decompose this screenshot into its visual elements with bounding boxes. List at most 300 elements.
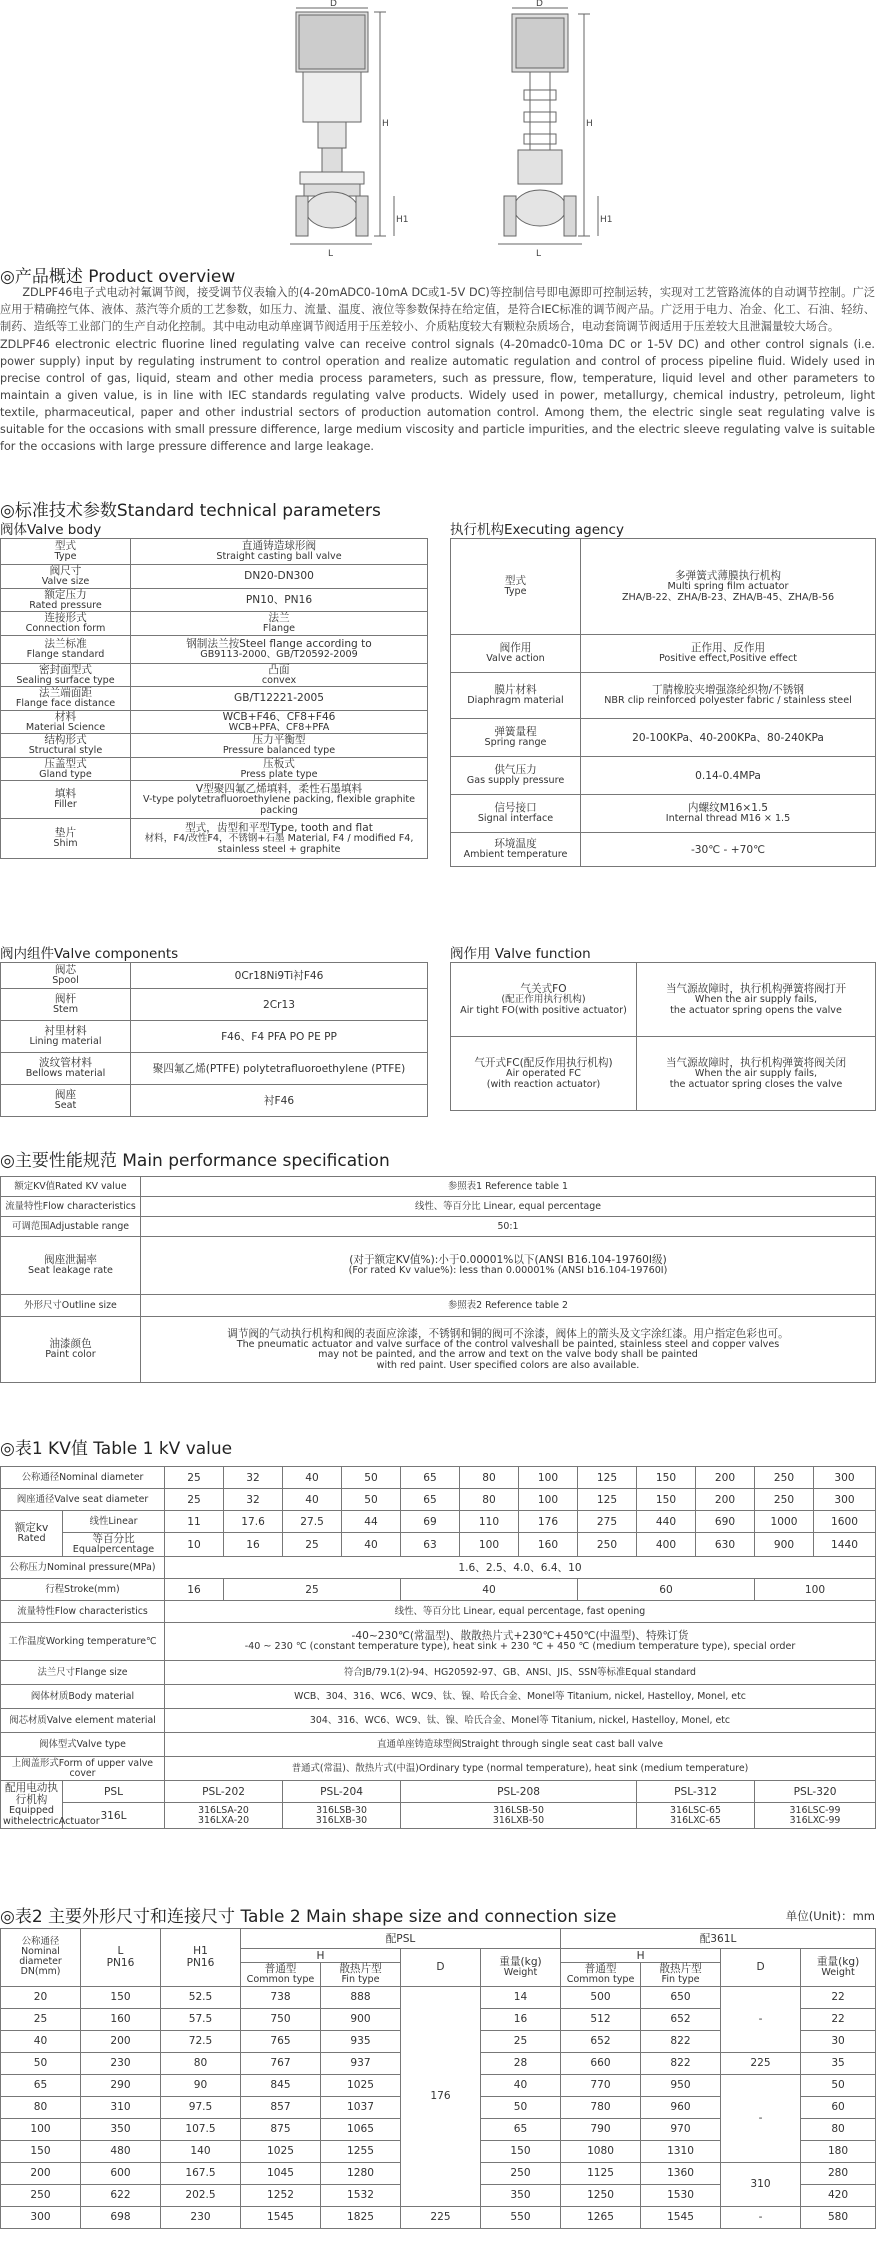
- cell-text: withelectricActuator: [3, 1815, 100, 1827]
- t2-value: [801, 2140, 876, 2162]
- agency-value: [581, 673, 876, 719]
- t1-value: [224, 1511, 283, 1533]
- table-row: [1, 1237, 876, 1295]
- t1-value: [637, 1533, 696, 1557]
- t1-value: [578, 1579, 755, 1601]
- table-row: [1, 1623, 876, 1661]
- t1-value: [460, 1467, 519, 1489]
- cell-text: 1125: [587, 2167, 615, 2179]
- cell-text: 法兰尺寸Flange size: [37, 1666, 128, 1678]
- cell-text: 额定压力: [44, 588, 87, 601]
- table-row: [1, 663, 428, 687]
- cell-text: 衬里材料: [44, 1025, 87, 1038]
- cell-text: 25: [33, 2013, 48, 2025]
- table-row: [1, 963, 428, 989]
- table-row: [451, 1037, 876, 1111]
- t2-value: [481, 2008, 561, 2030]
- t1-value: [165, 1557, 876, 1579]
- t1-value: [165, 1685, 876, 1709]
- cell-text: 32: [246, 1493, 260, 1506]
- table-row: [1, 1177, 876, 1197]
- cell-text: 65: [423, 1471, 437, 1484]
- agency-label: [451, 539, 581, 635]
- cell-text: 60: [659, 1583, 673, 1596]
- component-value: [131, 1085, 428, 1117]
- cell-text: PSL-202: [202, 1785, 245, 1798]
- cell-text: When the air supply fails,: [694, 1068, 818, 1079]
- param-value: [131, 734, 428, 758]
- table-row: [451, 673, 876, 719]
- t1-value: [755, 1781, 876, 1803]
- cell-text: PN16: [186, 1957, 215, 1970]
- component-label: [1, 963, 131, 989]
- valve-drawings: [0, 0, 879, 262]
- table-row: [1, 781, 428, 819]
- cell-text: 790: [590, 2123, 611, 2135]
- performance-table: [0, 1176, 876, 1383]
- cell-text: 压板式: [263, 757, 295, 770]
- cell-text: 公称通径: [21, 1936, 60, 1948]
- dim-d-right: D: [536, 0, 543, 9]
- t2-value: [481, 2206, 561, 2228]
- t2-value: [241, 2030, 321, 2052]
- unit-label: 单位(Unit)：mm: [785, 1909, 875, 1923]
- t1-value: [283, 1781, 401, 1803]
- cell-text: Rated pressure: [29, 599, 102, 611]
- cell-text: 935: [350, 2035, 371, 2047]
- t1-value: [401, 1781, 637, 1803]
- cell-text: 225: [750, 2057, 771, 2069]
- t2-value: [481, 2096, 561, 2118]
- cell-text: 1530: [667, 2189, 695, 2201]
- cell-text: 1360: [667, 2167, 695, 2179]
- cell-text: Air tight FO(with positive actuator): [460, 1004, 627, 1016]
- table-row: [1, 734, 428, 758]
- t2-value: [1, 2008, 81, 2030]
- cell-text: Material Science: [25, 721, 106, 733]
- cell-text: 140: [190, 2145, 211, 2157]
- cell-text: V-type polytetrafluoroethylene packing, flexible graphite packing: [142, 794, 416, 816]
- t1-value: [283, 1511, 342, 1533]
- cell-text: 500: [590, 1991, 611, 2003]
- cell-text: Flange: [262, 623, 296, 634]
- t2-value: [161, 1986, 241, 2008]
- t2-value: [81, 2140, 161, 2162]
- t2-header: [561, 1949, 721, 1963]
- t1-value: [696, 1533, 755, 1557]
- param-value: [131, 612, 428, 636]
- cell-text: -40~230℃(常温型)、散散热片式+230℃+450℃(中温型)、特殊订货: [351, 1630, 689, 1643]
- cell-text: Equipped: [8, 1805, 55, 1816]
- t1-value: [165, 1733, 876, 1757]
- dim-h-left: H: [382, 119, 389, 129]
- cell-text: Equalpercentage: [72, 1544, 155, 1556]
- perf-label: [1, 1197, 141, 1217]
- cell-text: 97.5: [188, 2101, 213, 2113]
- t2-value: [241, 2096, 321, 2118]
- table-row: [1, 687, 428, 711]
- t1-value: [519, 1533, 578, 1557]
- cell-text: 316LXB-50: [492, 1814, 545, 1826]
- cell-text: 参照表1 Reference table 1: [448, 1180, 568, 1192]
- cell-text: 阀座通径Valve seat diameter: [16, 1493, 149, 1505]
- table-row: [1, 2206, 876, 2228]
- t2-value: [1, 2096, 81, 2118]
- cell-text: 1310: [667, 2145, 695, 2157]
- cell-text: 420: [827, 2189, 849, 2201]
- t2-value: [161, 2184, 241, 2206]
- component-value: [131, 989, 428, 1021]
- cell-text: 100: [537, 1471, 559, 1484]
- cell-text: PSL-208: [497, 1785, 540, 1798]
- cell-text: 652: [590, 2035, 611, 2047]
- table-row: [1, 1757, 876, 1781]
- t1-value: [165, 1781, 283, 1803]
- t2-value: [481, 2030, 561, 2052]
- param-value: [131, 687, 428, 711]
- t1-value: [165, 1803, 283, 1829]
- cell-text: 配361L: [699, 1932, 737, 1945]
- component-value: [131, 1053, 428, 1085]
- cell-text: 27.5: [300, 1515, 324, 1528]
- t2-value: [1, 2206, 81, 2228]
- cell-text: 信号接口: [494, 802, 537, 815]
- t2-value: [241, 2162, 321, 2184]
- function-table: [450, 962, 876, 1111]
- cell-text: 652: [670, 2013, 691, 2025]
- perf-label: [1, 1217, 141, 1237]
- t1-value: [519, 1467, 578, 1489]
- cell-text: 等百分比: [92, 1533, 135, 1546]
- cell-text: 35: [831, 2057, 845, 2069]
- param-label: [1, 663, 131, 687]
- table-row: [1, 1021, 428, 1053]
- cell-text: 622: [110, 2189, 131, 2201]
- cell-text: F46、F4 PFA PO PE PP: [221, 1030, 337, 1043]
- standard-title: ◎标准技术参数Standard technical parameters: [0, 501, 381, 521]
- t1-value: [460, 1511, 519, 1533]
- cell-text: 上阀盖形式Form of upper valve cover: [11, 1757, 154, 1779]
- t2-header: [241, 1949, 401, 1963]
- t2-value: [561, 2030, 641, 2052]
- component-label: [1, 1053, 131, 1085]
- table-row: [1, 612, 428, 636]
- t1-value: [342, 1489, 401, 1511]
- t2-value: [321, 2118, 401, 2140]
- t1-value: [401, 1803, 637, 1829]
- t1-value: [165, 1709, 876, 1733]
- cell-text: Straight casting ball valve: [216, 551, 342, 563]
- cell-text: V型聚四氟乙烯填料，柔性石墨填料: [195, 783, 363, 795]
- cell-text: D: [436, 1961, 445, 1974]
- t2-header: [641, 1963, 721, 1987]
- cell-text: 公称压力Nominal pressure(MPa): [9, 1561, 156, 1573]
- t2-value: [641, 1986, 721, 2008]
- cell-text: 30: [831, 2035, 845, 2047]
- cell-text: L: [117, 1945, 124, 1958]
- cell-text: Bellows material: [25, 1068, 106, 1080]
- cell-text: 1025: [267, 2145, 294, 2157]
- cell-text: 765: [270, 2035, 291, 2047]
- t2-value: [561, 2206, 641, 2228]
- cell-text: 304、316、WC6、WC9、钛、镍、哈氏合金、Monel等 Titanium, nickel, Hastelloy, Monel, etc: [309, 1714, 731, 1726]
- function-label: [451, 1037, 637, 1111]
- cell-text: 16: [513, 2013, 528, 2025]
- cell-text: 额定KV值Rated KV value: [14, 1180, 127, 1192]
- cell-text: 丁腈橡胶夹增强涤纶织物/不锈钢: [652, 684, 804, 697]
- t1-value: [755, 1579, 876, 1601]
- t2-value: [241, 2184, 321, 2206]
- t1-value: [637, 1467, 696, 1489]
- t2-value: [481, 2140, 561, 2162]
- cell-text: 2Cr13: [263, 998, 295, 1011]
- cell-text: DN20-DN300: [244, 570, 314, 583]
- table-row: [451, 719, 876, 757]
- component-label: [1, 1085, 131, 1117]
- cell-text: 290: [110, 2079, 131, 2091]
- t2-value: [641, 2162, 721, 2184]
- table-row: [1, 1085, 428, 1117]
- cell-text: 160: [537, 1538, 559, 1551]
- cell-text: 100: [537, 1493, 559, 1506]
- cell-text: 150: [510, 2145, 531, 2157]
- cell-text: 结构形式: [44, 734, 87, 746]
- agency-label: [451, 757, 581, 795]
- cell-text: 普通型: [584, 1963, 617, 1975]
- param-label: [1, 588, 131, 612]
- t2-value: [321, 2184, 401, 2206]
- cell-text: 100: [30, 2123, 51, 2135]
- cell-text: 400: [655, 1538, 677, 1551]
- cell-text: 1265: [587, 2211, 615, 2223]
- t2-value: [81, 2074, 161, 2096]
- t2-value: [801, 1986, 876, 2008]
- cell-text: 法兰标准: [44, 637, 87, 650]
- t1-value: [578, 1511, 637, 1533]
- cell-text: 230: [110, 2057, 131, 2069]
- cell-text: Positive effect,Positive effect: [658, 653, 798, 665]
- cell-text: 72.5: [188, 2035, 213, 2047]
- t2-value: [481, 2052, 561, 2074]
- t2-value: [321, 2008, 401, 2030]
- cell-text: 125: [596, 1471, 618, 1484]
- cell-text: 凸面: [268, 663, 290, 676]
- t2-value: [1, 2162, 81, 2184]
- cell-text: 散热片型: [339, 1963, 382, 1975]
- t1-value: [165, 1623, 876, 1661]
- cell-text: H: [636, 1949, 645, 1962]
- cell-text: 937: [350, 2057, 371, 2069]
- t1-value: [637, 1511, 696, 1533]
- cell-text: 50: [831, 2079, 845, 2091]
- cell-text: 280: [827, 2167, 849, 2179]
- cell-text: 可调范围Adjustable range: [11, 1220, 130, 1232]
- t1-value: [578, 1489, 637, 1511]
- t2-value: [721, 2074, 801, 2162]
- t1-value: [165, 1533, 224, 1557]
- cell-text: 950: [670, 2079, 691, 2091]
- component-label: [1, 989, 131, 1021]
- t1-value: [755, 1489, 814, 1511]
- t1-value: [401, 1511, 460, 1533]
- cell-text: 107.5: [185, 2123, 216, 2135]
- t2-value: [1, 2074, 81, 2096]
- cell-text: 40: [482, 1583, 496, 1596]
- table-row: [1, 565, 428, 589]
- cell-text: 316LXA-20: [197, 1814, 250, 1826]
- perf-value: [141, 1237, 876, 1295]
- cell-text: Air operated FC: [506, 1068, 581, 1079]
- cell-text: 250: [773, 1493, 795, 1506]
- table-row: [451, 539, 876, 635]
- cell-text: 型式，齿型和平型Type, tooth and flat: [185, 822, 373, 834]
- cell-text: 550: [510, 2211, 531, 2223]
- cell-text: Seat: [54, 1100, 77, 1112]
- table-row: [1, 1781, 876, 1803]
- cell-text: 1065: [347, 2123, 374, 2135]
- cell-text: 125: [596, 1493, 618, 1506]
- t2-header: [401, 1949, 481, 1987]
- t1-value: [165, 1579, 224, 1601]
- t1-value: [342, 1511, 401, 1533]
- t1-value: [165, 1757, 876, 1781]
- t1-value: [519, 1511, 578, 1533]
- cell-text: 膜片材料: [494, 684, 537, 697]
- t2-value: [321, 2074, 401, 2096]
- cell-text: 180: [827, 2145, 849, 2157]
- param-label: [1, 710, 131, 734]
- table-row: [1, 588, 428, 612]
- agency-label: [451, 673, 581, 719]
- cell-text: Common type: [566, 1974, 635, 1985]
- cell-text: 40: [33, 2035, 48, 2047]
- t1-value: [165, 1511, 224, 1533]
- t2-value: [481, 1986, 561, 2008]
- t2-value: [161, 2140, 241, 2162]
- cell-text: PSL-204: [320, 1785, 363, 1798]
- cell-text: 50: [33, 2057, 48, 2069]
- param-label: [1, 565, 131, 589]
- cell-text: 法兰端面距: [39, 687, 92, 699]
- cell-text: 250: [510, 2167, 531, 2179]
- agency-label: [451, 635, 581, 673]
- cell-text: 65: [513, 2123, 528, 2135]
- agency-value: [581, 719, 876, 757]
- table-row: [451, 757, 876, 795]
- table-row: [1, 1929, 876, 1949]
- t1-value: [283, 1467, 342, 1489]
- cell-text: Valve size: [41, 576, 90, 587]
- t2-value: [1, 2118, 81, 2140]
- cell-text: Valve action: [486, 653, 545, 665]
- cell-text: Common type: [246, 1974, 315, 1985]
- cell-text: (配正作用执行机构): [501, 994, 586, 1005]
- dim-h-right: H: [586, 119, 593, 129]
- t1-value: [460, 1489, 519, 1511]
- table-row: [1, 1217, 876, 1237]
- cell-text: 316LSC-65: [670, 1804, 721, 1816]
- t1-value: [401, 1467, 460, 1489]
- cell-text: 阀座: [54, 1089, 77, 1102]
- t1-value: [696, 1511, 755, 1533]
- cell-text: 300: [30, 2211, 51, 2223]
- cell-text: 780: [590, 2101, 611, 2113]
- cell-text: Fin type: [661, 1974, 700, 1985]
- t2-value: [641, 2184, 721, 2206]
- t1-label: [1, 1557, 165, 1579]
- cell-text: 弹簧量程: [494, 726, 537, 739]
- t1-value: [637, 1803, 755, 1829]
- cell-text: 80: [193, 2057, 208, 2069]
- cell-text: 20: [33, 1991, 48, 2003]
- cell-text: 参照表2 Reference table 2: [448, 1299, 568, 1311]
- table-row: [1, 1803, 876, 1829]
- t2-header: [561, 1929, 876, 1949]
- cell-text: 63: [423, 1538, 437, 1551]
- component-value: [131, 1021, 428, 1053]
- cell-text: 250: [596, 1538, 618, 1551]
- t1-label: [63, 1511, 165, 1533]
- t2-value: [561, 2008, 641, 2030]
- cell-text: Weight: [821, 1967, 855, 1978]
- cell-text: 900: [350, 2013, 371, 2025]
- t1-value: [814, 1533, 876, 1557]
- cell-text: Gland type: [39, 768, 92, 780]
- cell-text: 配PSL: [385, 1932, 416, 1945]
- t2-value: [481, 2118, 561, 2140]
- t1-value: [165, 1489, 224, 1511]
- cell-text: 900: [773, 1538, 795, 1551]
- cell-text: 40: [513, 2079, 528, 2091]
- t2-header: [81, 1929, 161, 1987]
- cell-text: 350: [510, 2189, 531, 2201]
- cell-text: 17.6: [241, 1515, 265, 1528]
- cell-text: 法兰: [268, 612, 290, 624]
- table-row: [451, 833, 876, 867]
- table2-title: ◎表2 主要外形尺寸和连接尺寸 Table 2 Main shape size and connection size: [0, 1907, 617, 1927]
- cell-text: 油漆颜色: [49, 1338, 92, 1351]
- cell-text: 阀作用: [499, 642, 532, 655]
- t2-value: [801, 2184, 876, 2206]
- cell-text: Paint color: [45, 1349, 96, 1361]
- cell-text: WCB+PFA、CF8+PFA: [228, 721, 330, 733]
- cell-text: 200: [110, 2035, 131, 2047]
- cell-text: 230: [190, 2211, 211, 2223]
- cell-text: 14: [513, 1991, 528, 2003]
- dim-h1-right: H1: [600, 215, 613, 225]
- cell-text: H1: [193, 1945, 208, 1958]
- param-label: [1, 757, 131, 781]
- cell-text: 50: [364, 1471, 378, 1484]
- t2-value: [561, 2118, 641, 2140]
- cell-text: 350: [110, 2123, 131, 2135]
- table-row: [1, 1733, 876, 1757]
- cell-text: NBR clip reinforced polyester fabric / stainless steel: [604, 695, 852, 707]
- cell-text: 32: [246, 1471, 260, 1484]
- table-row: [451, 795, 876, 833]
- cell-text: 176: [537, 1515, 559, 1528]
- t2-value: [241, 1986, 321, 2008]
- t1-value: [814, 1511, 876, 1533]
- cell-text: 845: [270, 2079, 291, 2091]
- table-row: [1, 1317, 876, 1383]
- table-row: [1, 1197, 876, 1217]
- cell-text: Spring range: [484, 737, 547, 749]
- t2-value: [81, 2162, 161, 2184]
- cell-text: GB/T12221-2005: [233, 692, 324, 705]
- param-value: [131, 819, 428, 859]
- cell-text: 150: [110, 1991, 131, 2003]
